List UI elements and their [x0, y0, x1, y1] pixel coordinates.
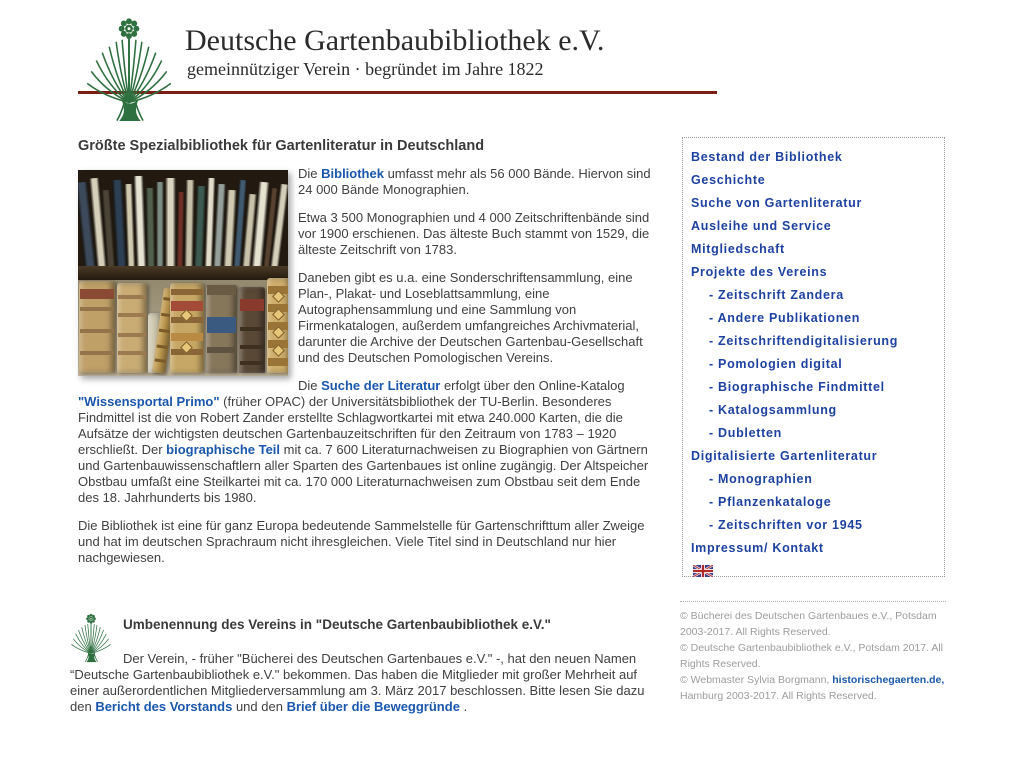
sidebar-item[interactable]: - Pflanzenkataloge	[709, 495, 832, 509]
sidebar-item[interactable]: Bestand der Bibliothek	[691, 150, 843, 164]
sidebar-item[interactable]: Impressum/ Kontakt	[691, 541, 824, 555]
inline-link[interactable]: Brief über die Beweggründe	[286, 699, 460, 714]
text-run: umfasst mehr als 56 000 Bände. Hiervon sind 24 000 Bände Monographien.	[298, 166, 651, 197]
inline-link[interactable]: Suche der Literatur	[321, 378, 441, 393]
footer-line	[680, 640, 946, 672]
site-subtitle: gemeinnütziger Verein · begründet im Jahre 1822	[187, 59, 544, 79]
sidebar-item[interactable]: - Biographische Findmittel	[709, 380, 885, 394]
text-run: © Webmaster Sylvia Borgmann,	[680, 674, 833, 686]
sidebar-menu	[682, 137, 945, 577]
sidebar-item[interactable]: Ausleihe und Service	[691, 219, 832, 233]
page-heading: Größte Spezialbibliothek für Gartenliteratur in Deutschland	[78, 138, 485, 154]
text-run: Der Verein, - früher "Bücherei des Deutschen Gartenbaues e.V." -, hat den neuen Namen “Deutsche Gartenbaubibliothek e.V." bekommen. Das haben die Mitglieder mit großer Mehrheit auf einer außerordentlichen Mitgliederversammlung am 3. März 2017 beschlossen. Bitte lesen Sie dazu den	[70, 651, 645, 714]
plant-logo-small-icon	[70, 610, 115, 667]
plant-logo-icon[interactable]	[84, 10, 174, 123]
text-run: und den	[232, 699, 287, 714]
site-title: Deutsche Gartenbaubibliothek e.V.	[185, 24, 605, 57]
sidebar-item[interactable]: Mitgliedschaft	[691, 242, 785, 256]
sidebar-item[interactable]: Geschichte	[691, 173, 766, 187]
sidebar-item[interactable]: - Monographien	[709, 472, 813, 486]
sidebar-item[interactable]: - Dubletten	[709, 426, 782, 440]
sidebar-item[interactable]: - Pomologien digital	[709, 357, 843, 371]
bottom-heading: Umbenennung des Vereins in "Deutsche Gartenbaubibliothek e.V."	[123, 617, 551, 632]
main-content	[78, 166, 656, 578]
text-run: Die	[298, 378, 322, 393]
text-run: Die	[298, 166, 322, 181]
sidebar-item[interactable]: - Zeitschriftendigitalisierung	[709, 334, 899, 348]
text-run: Daneben gibt es u.a. eine Sonderschriftensammlung, eine Plan-, Plakat- und Loseblattsammlung, eine Autographensammlung und eine Sammlung von Firmenkatalogen, außerdem umfangreiches Archivmaterial, darunter die Archive der Deutschen Gartenbau-Gesellschaft und des Deutschen Pomologischen Vereins.	[298, 270, 643, 365]
sidebar-item[interactable]: Suche von Gartenliteratur	[691, 196, 863, 210]
sidebar-item[interactable]: - Zeitschriften vor 1945	[709, 518, 863, 532]
books-photo	[78, 170, 288, 376]
inline-link[interactable]: biographische Teil	[166, 442, 281, 457]
sidebar-item[interactable]: Digitalisierte Gartenliteratur	[691, 449, 878, 463]
bottom-section	[70, 610, 662, 715]
text-run: © Deutsche Gartenbaubibliothek e.V., Potsdam 2017. All Rights Reserved.	[680, 642, 944, 670]
paragraph	[70, 651, 662, 715]
text-run: .	[459, 699, 468, 714]
uk-flag-icon[interactable]	[693, 565, 713, 577]
footer-line	[680, 672, 946, 704]
inline-link[interactable]: Bericht des Vorstands	[95, 699, 233, 714]
text-run: © Bücherei des Deutschen Gartenbaues e.V., Potsdam 2003-2017. All Rights Reserved.	[680, 610, 937, 638]
inline-link[interactable]: "Wissensportal Primo"	[78, 394, 220, 409]
footer-line	[680, 608, 946, 640]
footer-copyright	[680, 601, 946, 704]
text-run: mit ca. 7 600 Literaturnachweisen zu Biographien von Gärtnern und Gartenbauwissenschaftlern aller Sparten des Gartenbaues ist online zugängig. Der Altspeicher Obstbau umfaßt eine Steilkartei mit ca. 170 000 Literaturnachweisen zum Obstbau seit dem Ende des 18. Jahrhunderts bis 1980.	[78, 442, 649, 505]
inline-link[interactable]: Bibliothek	[321, 166, 384, 181]
sidebar-item[interactable]: - Andere Publikationen	[709, 311, 861, 325]
sidebar-item[interactable]: - Zeitschrift Zandera	[709, 288, 844, 302]
paragraph	[78, 518, 656, 566]
text-run: Etwa 3 500 Monographien und 4 000 Zeitschriftenbände sind vor 1900 erschienen. Das älteste Buch stammt von 1529, die älteste Zeitschrift von 1783.	[298, 210, 650, 257]
paragraph	[78, 378, 656, 506]
sidebar-item[interactable]: - Katalogsammlung	[709, 403, 837, 417]
inline-link[interactable]: historischegaerten.de,	[832, 674, 945, 686]
text-run: Hamburg 2003-2017. All Rights Reserved.	[680, 690, 877, 702]
text-run: Die Bibliothek ist eine für ganz Europa bedeutende Sammelstelle für Gartenschrifttum aller Zweige und hat im deutschen Sprachraum nicht ihresgleichen. Viele Titel sind in Deutschland nur hier nachgewiesen.	[78, 518, 645, 565]
sidebar-item[interactable]: Projekte des Vereins	[691, 265, 828, 279]
text-run: erfolgt über den Online-Katalog	[440, 378, 625, 393]
text-run: (früher OPAC) der Universitätsbibliothek der TU-Berlin. Besonderes Findmittel ist die von Robert Zander erstellte Schlagwortkartei mit etwa 240.000 Karten, die die Aufsätze der wichtigsten deutschen Gartenbauzeitschriften für den Zeitraum von 1783 – 1920 erschließt. Der	[78, 394, 623, 457]
